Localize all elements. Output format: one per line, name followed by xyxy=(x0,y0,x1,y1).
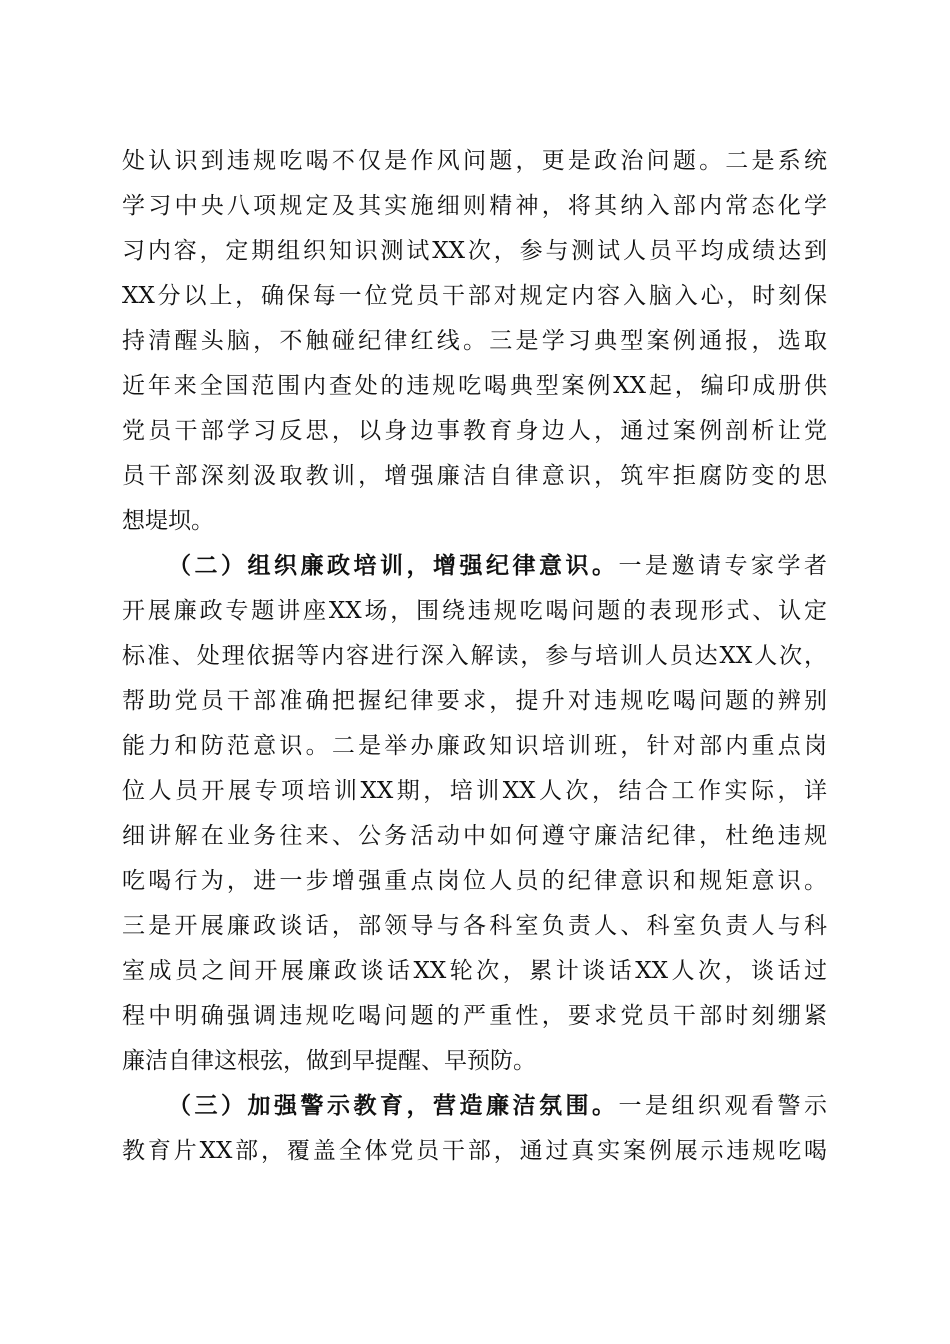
body-line: 能力和防范意识。二是举办廉政知识培训班，针对部内重点岗 xyxy=(122,733,827,759)
section-three-first-line xyxy=(168,1086,827,1126)
body-line: 教育片XX部，覆盖全体党员干部，通过真实案例展示违规吃喝 xyxy=(122,1138,827,1164)
body-line: 廉洁自律这根弦，做到早提醒、早预防。 xyxy=(122,1048,536,1074)
section-three-lead: 一是组织观看警示 xyxy=(618,1093,827,1119)
body-line: 位人员开展专项培训XX期，培训XX人次，结合工作实际，详 xyxy=(122,778,827,804)
body-line: 想堤坝。 xyxy=(122,508,214,534)
body-line: 近年来全国范围内查处的违规吃喝典型案例XX起，编印成册供 xyxy=(122,373,827,399)
body-line: 细讲解在业务往来、公务活动中如何遵守廉洁纪律，杜绝违规 xyxy=(122,823,827,849)
body-line: 开展廉政专题讲座XX场，围绕违规吃喝问题的表现形式、认定 xyxy=(122,598,827,624)
body-line: 程中明确强调违规吃喝问题的严重性，要求党员干部时刻绷紧 xyxy=(122,1003,827,1029)
body-line: 帮助党员干部准确把握纪律要求，提升对违规吃喝问题的辨别 xyxy=(122,688,827,714)
body-line: 学习中央八项规定及其实施细则精神，将其纳入部内常态化学 xyxy=(122,193,827,219)
body-line: 室成员之间开展廉政谈话XX轮次，累计谈话XX人次，谈话过 xyxy=(122,958,827,984)
body-line: 处认识到违规吃喝不仅是作风问题，更是政治问题。二是系统 xyxy=(122,148,827,174)
section-three-heading: （三）加强警示教育，营造廉洁氛围。 xyxy=(168,1092,619,1119)
body-line: 标准、处理依据等内容进行深入解读，参与培训人员达XX人次， xyxy=(122,643,827,669)
section-two-heading: （二）组织廉政培训，增强纪律意识。 xyxy=(168,552,619,579)
body-line: XX分以上，确保每一位党员干部对规定内容入脑入心，时刻保 xyxy=(122,283,827,309)
body-line: 持清醒头脑，不触碰纪律红线。三是学习典型案例通报，选取 xyxy=(122,328,827,354)
section-two-lead: 一是邀请专家学者 xyxy=(618,553,827,579)
section-two-first-line xyxy=(168,546,827,586)
body-line: 习内容，定期组织知识测试XX次，参与测试人员平均成绩达到 xyxy=(122,238,827,264)
body-line: 吃喝行为，进一步增强重点岗位人员的纪律意识和规矩意识。 xyxy=(122,868,827,894)
body-line: 员干部深刻汲取教训，增强廉洁自律意识，筑牢拒腐防变的思 xyxy=(122,463,827,489)
body-line: 党员干部学习反思，以身边事教育身边人，通过案例剖析让党 xyxy=(122,418,827,444)
body-line: 三是开展廉政谈话，部领导与各科室负责人、科室负责人与科 xyxy=(122,913,827,939)
